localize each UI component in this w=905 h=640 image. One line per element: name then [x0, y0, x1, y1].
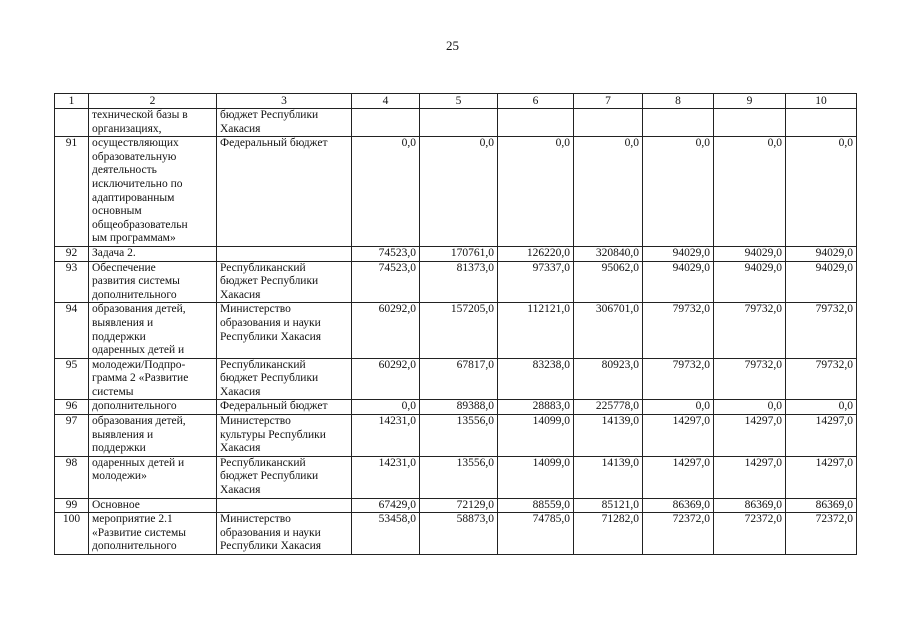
amount-cell: 0,0 [574, 137, 643, 247]
table-row [55, 498, 857, 513]
column-header: 10 [786, 94, 857, 109]
funding-source: Министерство культуры Республики Хакасия [217, 415, 352, 457]
funding-source [217, 246, 352, 261]
activity-name: Задача 2. [89, 246, 217, 261]
page-number: 25 [446, 38, 459, 53]
amount-cell: 81373,0 [420, 261, 498, 303]
column-header: 7 [574, 94, 643, 109]
amount-cell: 79732,0 [786, 303, 857, 358]
amount-cell: 97337,0 [498, 261, 574, 303]
amount-cell: 94029,0 [643, 261, 714, 303]
amount-cell: 79732,0 [714, 303, 786, 358]
amount-cell: 14297,0 [714, 415, 786, 457]
amount-cell: 94029,0 [643, 246, 714, 261]
amount-cell: 58873,0 [420, 513, 498, 555]
column-header: 5 [420, 94, 498, 109]
amount-cell: 112121,0 [498, 303, 574, 358]
amount-cell: 225778,0 [574, 400, 643, 415]
activity-name: образования детей, выявления и поддержки одаренных детей и [89, 303, 217, 358]
amount-cell: 80923,0 [574, 358, 643, 400]
amount-cell: 71282,0 [574, 513, 643, 555]
amount-cell: 85121,0 [574, 498, 643, 513]
amount-cell: 320840,0 [574, 246, 643, 261]
amount-cell: 95062,0 [574, 261, 643, 303]
amount-cell: 94029,0 [714, 261, 786, 303]
amount-cell [643, 109, 714, 137]
amount-cell: 72372,0 [714, 513, 786, 555]
amount-cell [714, 109, 786, 137]
activity-name: молодежи/Подпро- грамма 2 «Развитие системы [89, 358, 217, 400]
amount-cell: 79732,0 [786, 358, 857, 400]
row-number: 91 [55, 137, 89, 247]
amount-cell: 0,0 [643, 400, 714, 415]
column-header: 6 [498, 94, 574, 109]
amount-cell: 28883,0 [498, 400, 574, 415]
amount-cell: 0,0 [352, 400, 420, 415]
row-number: 100 [55, 513, 89, 555]
amount-cell: 14099,0 [498, 415, 574, 457]
funding-source: Республиканский бюджет Республики Хакасия [217, 456, 352, 498]
row-number: 95 [55, 358, 89, 400]
column-header: 4 [352, 94, 420, 109]
amount-cell: 0,0 [352, 137, 420, 247]
table-body [55, 109, 857, 555]
table-row [55, 261, 857, 303]
row-number: 96 [55, 400, 89, 415]
budget-table [54, 93, 857, 555]
row-number: 97 [55, 415, 89, 457]
amount-cell: 157205,0 [420, 303, 498, 358]
amount-cell: 0,0 [643, 137, 714, 247]
amount-cell: 74523,0 [352, 246, 420, 261]
amount-cell: 306701,0 [574, 303, 643, 358]
table-row [55, 415, 857, 457]
amount-cell: 0,0 [420, 137, 498, 247]
amount-cell: 88559,0 [498, 498, 574, 513]
funding-source: Федеральный бюджет [217, 137, 352, 247]
amount-cell: 14139,0 [574, 456, 643, 498]
row-number [55, 109, 89, 137]
amount-cell: 14231,0 [352, 456, 420, 498]
amount-cell: 86369,0 [786, 498, 857, 513]
amount-cell: 72372,0 [786, 513, 857, 555]
table-row [55, 456, 857, 498]
amount-cell [786, 109, 857, 137]
amount-cell: 94029,0 [786, 261, 857, 303]
column-header: 2 [89, 94, 217, 109]
activity-name: одаренных детей и молодежи» [89, 456, 217, 498]
amount-cell: 14297,0 [714, 456, 786, 498]
column-number-row [55, 94, 857, 109]
amount-cell: 60292,0 [352, 303, 420, 358]
amount-cell [420, 109, 498, 137]
amount-cell [352, 109, 420, 137]
amount-cell: 0,0 [786, 400, 857, 415]
activity-name: образования детей, выявления и поддержки [89, 415, 217, 457]
activity-name: осуществляющих образовательную деятельность исключительно по адаптированным основным общеобразовательн ым программам» [89, 137, 217, 247]
amount-cell: 89388,0 [420, 400, 498, 415]
amount-cell: 60292,0 [352, 358, 420, 400]
amount-cell: 94029,0 [714, 246, 786, 261]
amount-cell: 86369,0 [643, 498, 714, 513]
amount-cell: 74785,0 [498, 513, 574, 555]
amount-cell: 79732,0 [643, 358, 714, 400]
amount-cell: 0,0 [714, 137, 786, 247]
column-header: 3 [217, 94, 352, 109]
amount-cell: 79732,0 [714, 358, 786, 400]
amount-cell: 67817,0 [420, 358, 498, 400]
amount-cell: 14099,0 [498, 456, 574, 498]
activity-name: Основное [89, 498, 217, 513]
amount-cell: 13556,0 [420, 456, 498, 498]
amount-cell: 14297,0 [786, 456, 857, 498]
funding-source: Республиканский бюджет Республики Хакасия [217, 261, 352, 303]
funding-source [217, 498, 352, 513]
amount-cell: 79732,0 [643, 303, 714, 358]
amount-cell: 53458,0 [352, 513, 420, 555]
funding-source: бюджет Республики Хакасия [217, 109, 352, 137]
activity-name: технической базы в организациях, [89, 109, 217, 137]
column-header: 9 [714, 94, 786, 109]
amount-cell: 86369,0 [714, 498, 786, 513]
amount-cell [498, 109, 574, 137]
amount-cell [574, 109, 643, 137]
table-row [55, 513, 857, 555]
amount-cell: 126220,0 [498, 246, 574, 261]
table-row [55, 358, 857, 400]
table-row [55, 303, 857, 358]
activity-name: дополнительного [89, 400, 217, 415]
column-header: 1 [55, 94, 89, 109]
table-row [55, 109, 857, 137]
amount-cell: 0,0 [786, 137, 857, 247]
funding-source: Министерство образования и науки Республики Хакасия [217, 303, 352, 358]
row-number: 93 [55, 261, 89, 303]
funding-source: Республиканский бюджет Республики Хакасия [217, 358, 352, 400]
amount-cell: 14139,0 [574, 415, 643, 457]
amount-cell: 94029,0 [786, 246, 857, 261]
amount-cell: 0,0 [714, 400, 786, 415]
row-number: 99 [55, 498, 89, 513]
amount-cell: 72372,0 [643, 513, 714, 555]
funding-source: Министерство образования и науки Республики Хакасия [217, 513, 352, 555]
row-number: 98 [55, 456, 89, 498]
funding-source: Федеральный бюджет [217, 400, 352, 415]
table-row [55, 137, 857, 247]
amount-cell: 74523,0 [352, 261, 420, 303]
amount-cell: 72129,0 [420, 498, 498, 513]
amount-cell: 170761,0 [420, 246, 498, 261]
amount-cell: 14297,0 [643, 456, 714, 498]
activity-name: Обеспечение развития системы дополнительного [89, 261, 217, 303]
amount-cell: 14231,0 [352, 415, 420, 457]
column-header: 8 [643, 94, 714, 109]
activity-name: мероприятие 2.1 «Развитие системы дополнительного [89, 513, 217, 555]
table-row [55, 246, 857, 261]
row-number: 92 [55, 246, 89, 261]
amount-cell: 14297,0 [643, 415, 714, 457]
amount-cell: 67429,0 [352, 498, 420, 513]
row-number: 94 [55, 303, 89, 358]
amount-cell: 0,0 [498, 137, 574, 247]
table-row [55, 400, 857, 415]
amount-cell: 14297,0 [786, 415, 857, 457]
amount-cell: 83238,0 [498, 358, 574, 400]
amount-cell: 13556,0 [420, 415, 498, 457]
